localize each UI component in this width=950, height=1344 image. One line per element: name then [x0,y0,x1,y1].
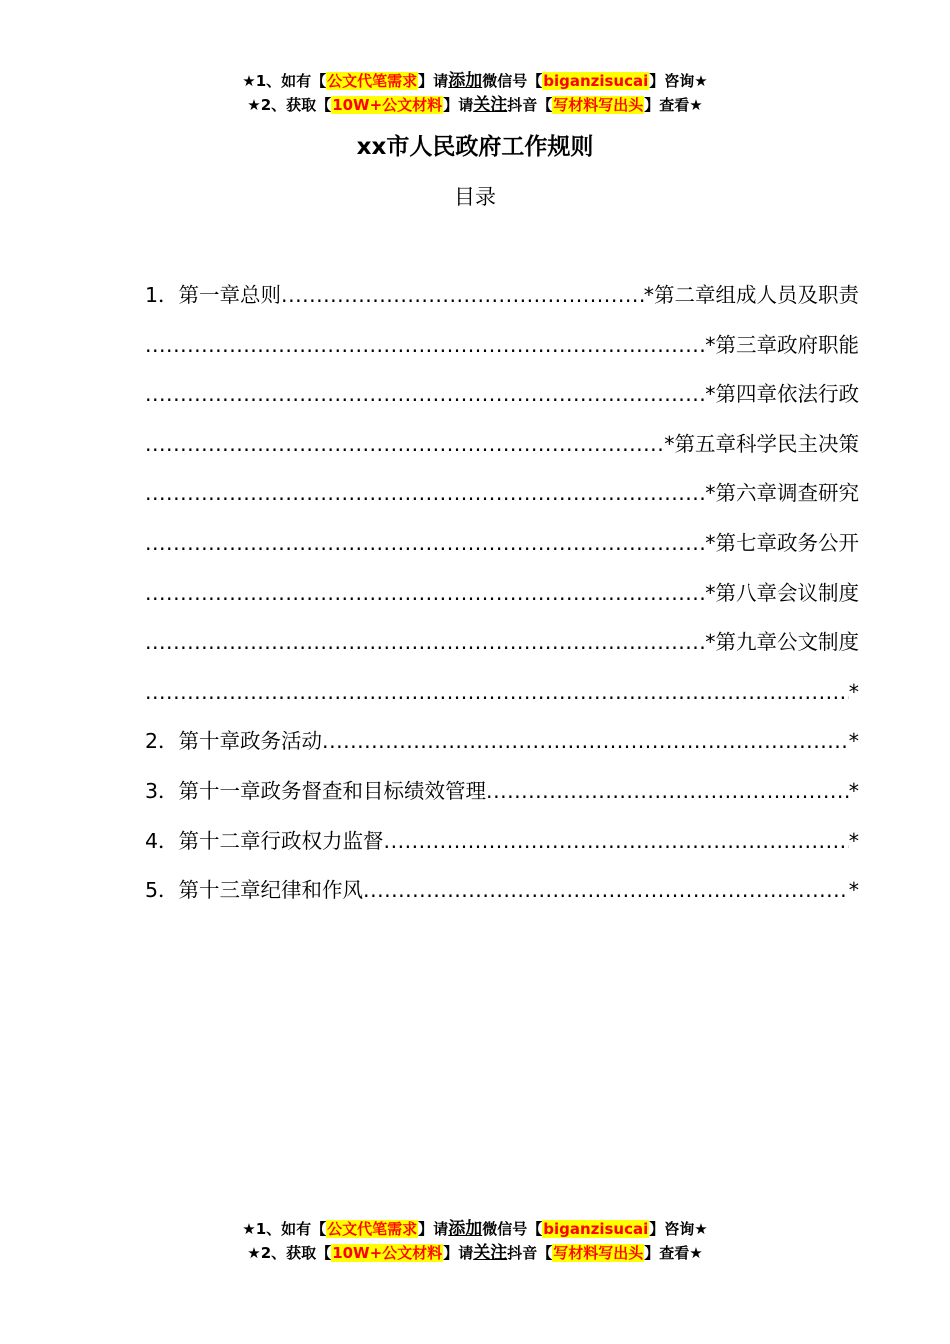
footer-banner [0,1217,950,1265]
banner-text: ★2、获取【 [247,96,332,114]
toc-leader-dots [363,870,849,910]
toc-entry[interactable] [145,523,859,573]
toc-entry-page: *第五章科学民主决策 [664,431,859,456]
banner-text: 】咨询★ [649,72,708,90]
banner-text: ★1、如有【 [242,72,327,90]
toc-leader-dots [145,473,705,513]
banner-text: 】请 [418,1220,449,1238]
banner-text: 微信号【 [482,1220,543,1238]
banner-line-2 [0,1241,950,1265]
document-title: xx市人民政府工作规则 [356,134,594,160]
banner-highlight: 公文代笔需求 [327,72,418,90]
toc-entry-page: * [848,729,859,754]
banner-highlight: 写材料写出头 [553,1244,644,1262]
toc-leader-dots [145,325,705,365]
toc-entry-title: 5．第十三章纪律和作风 [145,878,364,903]
banner-text: 抖音【 [507,96,553,114]
toc-entry-title: 4．第十二章行政权力监督 [145,828,384,853]
banner-highlight: biganzisucai [543,1220,649,1238]
toc-entry-page: *第九章公文制度 [705,630,859,655]
toc-entry-page: *第四章依法行政 [705,382,859,407]
banner-text: 】咨询★ [649,1220,708,1238]
toc-entry[interactable] [145,374,859,424]
toc-entry-page: * [848,828,859,853]
toc-leader-dots [145,523,705,563]
toc-leader-dots [145,374,705,414]
toc-entry[interactable] [145,672,859,722]
table-of-contents [145,275,859,920]
toc-leader-dots [486,771,849,811]
banner-emphasis: 添加 [448,1219,483,1239]
banner-highlight: 写材料写出头 [553,96,644,114]
toc-entry-page: *第二章组成人员及职责 [643,283,859,307]
toc-entry[interactable] [145,721,859,771]
banner-emphasis: 关注 [473,95,508,115]
toc-entry-page: * [848,679,859,704]
banner-text: ★2、获取【 [247,1244,332,1262]
banner-text: ★1、如有【 [242,1220,327,1238]
toc-entry-page: * [848,878,859,903]
toc-leader-dots [384,821,849,861]
toc-entry-page: *第七章政务公开 [705,530,859,555]
toc-entry[interactable] [145,473,859,523]
banner-text: 抖音【 [507,1244,553,1262]
header-banner [0,69,950,117]
toc-leader-dots [145,622,705,662]
toc-entry-title: 2．第十章政务活动 [145,729,323,754]
toc-entry[interactable] [145,771,859,821]
banner-text: 】查看★ [644,96,703,114]
toc-entry[interactable] [145,870,859,920]
banner-highlight: 公文代笔需求 [327,1220,418,1238]
banner-line-1 [0,69,950,93]
toc-leader-dots [145,672,849,712]
banner-emphasis: 关注 [473,1243,508,1263]
banner-line-1 [0,1217,950,1241]
toc-entry[interactable] [145,573,859,623]
banner-highlight: 10W+公文材料 [332,1244,443,1262]
toc-entry-page: *第六章调查研究 [705,481,859,506]
toc-entry[interactable] [145,622,859,672]
toc-entry[interactable] [145,821,859,871]
banner-text: 微信号【 [482,72,543,90]
toc-entry-title: 1．第一章总则 [145,283,282,307]
banner-line-2 [0,93,950,117]
banner-text: 】请 [418,72,449,90]
banner-highlight: biganzisucai [543,72,649,90]
toc-entry[interactable] [145,424,859,474]
toc-entry-title: 3．第十一章政务督查和目标绩效管理 [145,778,487,803]
toc-entry-page: *第八章会议制度 [705,580,859,605]
banner-highlight: 10W+公文材料 [332,96,443,114]
toc-leader-dots [322,721,849,761]
banner-text: 】请 [443,1244,474,1262]
document-subtitle: 目录 [454,185,496,209]
banner-text: 】查看★ [644,1244,703,1262]
toc-entry[interactable] [145,325,859,375]
toc-leader-dots [281,275,644,315]
toc-entry-page: * [848,778,859,803]
banner-emphasis: 添加 [448,71,483,91]
toc-entry[interactable] [145,275,859,325]
toc-leader-dots [145,424,664,464]
toc-leader-dots [145,573,705,613]
toc-entry-page: *第三章政府职能 [705,332,859,357]
banner-text: 】请 [443,96,474,114]
